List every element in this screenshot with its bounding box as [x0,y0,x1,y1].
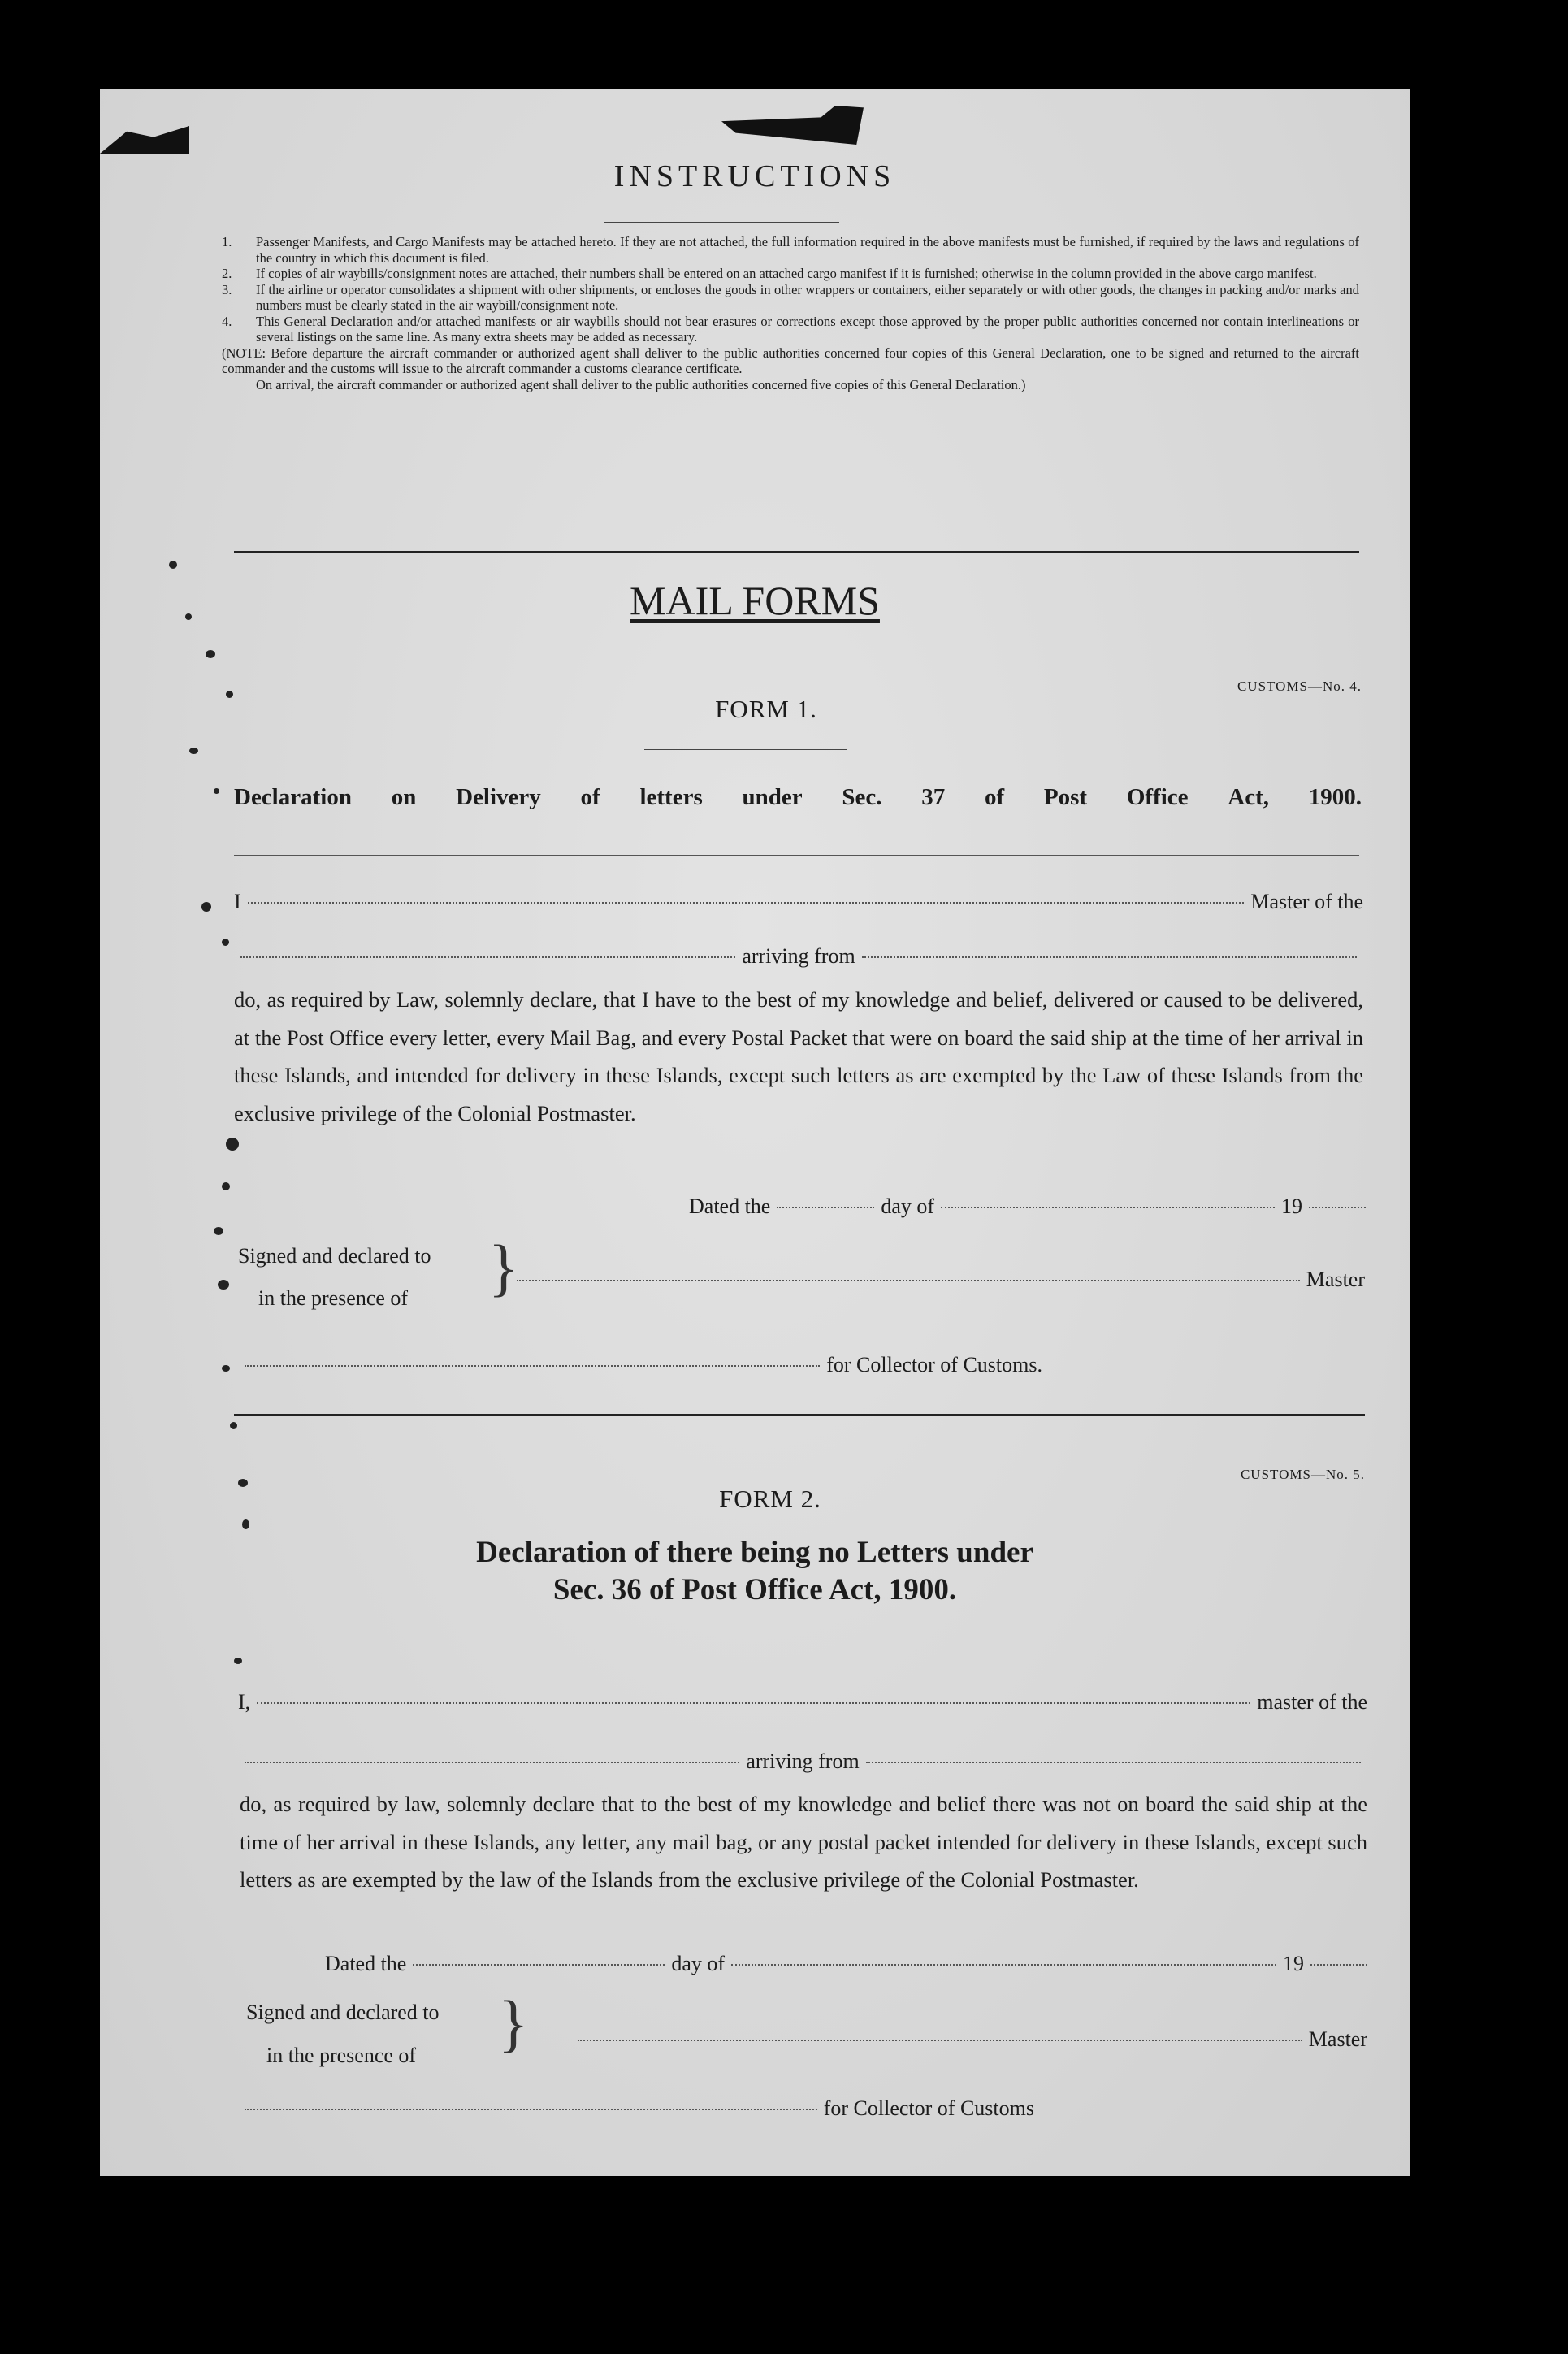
form1-title-underline [644,749,847,750]
instruction-text: This General Declaration and/or attached manifests or air waybills should not bear erasures or corrections except those approved by the proper public authorities concerned nor contain interlineations or several listings on the same line. As many extra sheets may be added as necessary. [256,313,1359,345]
instruction-number: 1. [222,234,232,249]
form1-master-label: Master [1306,1268,1365,1291]
document-page [100,89,1410,2176]
form1-day-of-label: day of [881,1194,935,1218]
form1-collector-label: for Collector of Customs. [826,1353,1042,1376]
form1-master-line [234,890,1363,914]
decl-word: of [985,784,1005,810]
mail-forms-title: MAIL FORMS [630,578,880,623]
form-divider [234,1414,1365,1416]
date-year-blank[interactable] [1309,1207,1366,1208]
form2-declaration-title [100,1534,1410,1609]
form1-brace: } [488,1232,519,1303]
form2-collector-label: for Collector of Customs [823,2096,1034,2120]
form1-title: FORM 1. [715,695,817,723]
form2-declaration-body: do, as required by law, solemnly declare that to the best of my knowledge and belief there was not on board the said ship at the time of her arrival in these Islands, any letter, any mail bag, or any postal packet intended for delivery in these Islands, except such letters as are exempted by the law of the Islands from the exclusive privilege of the Colonial Postmaster. [240,1792,1367,1892]
form1-collector-line [238,1353,1042,1377]
form1-customs-ref: CUSTOMS—No. 4. [1237,678,1362,694]
decl-word: Act, [1228,784,1269,810]
form1-master-sign-line [510,1268,1365,1292]
form2-title-line2: Sec. 36 of Post Office Act, 1900. [552,1573,957,1606]
instruction-number: 3. [222,281,232,297]
form1-master-of-the-label: Master of the [1250,890,1363,913]
form2-signed-block [246,1991,440,2077]
form2-customs-ref: CUSTOMS—No. 5. [1240,1467,1365,1482]
form1-arriving-from-label: arriving from [742,944,855,968]
master-name-blank[interactable] [257,1702,1250,1704]
decl-word: Declaration [234,784,352,810]
form1-declaration-body: do, as required by Law, solemnly declare, that I have to the best of my knowledge and belief, delivered or caused to be delivered, at the Post Office every letter, every Mail Bag, and every Postal Packet that were on board the said ship at the time of her arrival in these Islands, and intended for delivery in these Islands, except such letters as are exempted by the Law of these Islands from the exclusive privilege of the Colonial Postmaster. [234,987,1363,1125]
master-signature-blank[interactable] [517,1280,1300,1281]
decl-word: Delivery [456,784,541,810]
form1-arriving-line [234,944,1363,969]
form1-declaration-title [234,784,1362,811]
form2-brace: } [498,1988,529,2058]
instruction-item-1 [222,234,1359,266]
decl-word: on [391,784,417,810]
form2-day-of-label: day of [671,1952,726,1975]
form1-dated-the-label: Dated the [689,1194,771,1218]
collector-signature-blank[interactable] [245,1365,820,1367]
instructions-heading: INSTRUCTIONS [613,159,896,193]
form1-year-label: 19 [1281,1194,1302,1218]
instruction-item-2 [222,266,1359,282]
instruction-item-3 [222,282,1359,314]
form1-presence-label: in the presence of [258,1286,409,1310]
decl-word: 37 [921,784,946,810]
ship-name-blank[interactable] [240,956,735,958]
instructions-underline [604,222,839,223]
form2-year-label: 19 [1283,1952,1304,1975]
form2-title-line1: Declaration of there being no Letters under [476,1536,1033,1569]
form2-dated-the-label: Dated the [325,1952,407,1975]
form2-master-sign-line [571,2027,1367,2052]
decl-word: of [580,784,600,810]
date-day-blank[interactable] [413,1964,665,1966]
instruction-text: Passenger Manifests, and Cargo Manifests may be attached hereto. If they are not attached, the full information required in the above manifests must be furnished, if required by the laws and regulations of the country in which this document is filed. [256,234,1359,266]
instructions-list [222,234,1359,392]
master-name-blank[interactable] [248,902,1245,904]
form2-master-label: Master [1308,2027,1367,2051]
instruction-note-arrival: On arrival, the aircraft commander or authorized agent shall deliver to the public authorities concerned five copies of this General Declaration.) [256,376,1026,392]
form2-arriving-from-label: arriving from [746,1749,860,1773]
decl-word: 1900. [1308,784,1362,810]
date-year-blank[interactable] [1310,1964,1367,1966]
instruction-item-4 [222,314,1359,345]
instruction-note-departure: (NOTE: Before departure the aircraft commander or authorized agent shall deliver to the public authorities concerned four copies of this General Declaration, one to be signed and returned to the aircraft commander and the customs will issue to the aircraft commander a customs clearance certificate. [222,345,1359,376]
form1-signed-block [238,1235,431,1320]
form2-master-of-the-label: master of the [1257,1690,1367,1714]
collector-signature-blank[interactable] [245,2109,817,2110]
master-signature-blank[interactable] [578,2040,1302,2041]
instruction-number: 2. [222,266,232,281]
form1-dated-line [689,1194,1366,1219]
date-month-blank[interactable] [731,1964,1276,1966]
form1-i-label: I [234,890,241,913]
form2-presence-label: in the presence of [266,2044,417,2067]
origin-port-blank[interactable] [862,956,1357,958]
ship-name-blank[interactable] [245,1762,739,1763]
form2-i-label: I, [238,1690,251,1714]
instruction-text: If copies of air waybills/consignment notes are attached, their numbers shall be entered on an attached cargo manifest if it is furnished; otherwise in the column provided in the above cargo manifest. [256,266,1317,281]
date-month-blank[interactable] [941,1207,1275,1208]
form2-dated-line [325,1952,1367,1976]
origin-port-blank[interactable] [866,1762,1361,1763]
form2-title: FORM 2. [719,1485,821,1513]
instruction-number: 4. [222,313,232,329]
form2-arriving-line [238,1749,1367,1774]
form1-signed-label: Signed and declared to [238,1244,431,1268]
form2-collector-line [238,2096,1034,2121]
section-divider [234,551,1359,553]
decl-word: Sec. [842,784,882,810]
decl-word: letters [639,784,703,810]
decl-word: Post [1043,784,1088,810]
tape-mark [721,106,864,145]
instruction-text: If the airline or operator consolidates a shipment with other shipments, or encloses the goods in other wrappers or containers, either separately or with other goods, the changes in packing and/or marks and numbers must be clearly stated in the air waybill/consignment note. [256,281,1359,313]
decl-word: under [742,784,803,810]
form2-master-line [238,1690,1367,1715]
torn-corner-mark [100,126,189,154]
form1-declaration-rule [234,855,1359,856]
form2-signed-label: Signed and declared to [246,2001,440,2024]
decl-word: Office [1126,784,1189,810]
date-day-blank[interactable] [777,1207,874,1208]
